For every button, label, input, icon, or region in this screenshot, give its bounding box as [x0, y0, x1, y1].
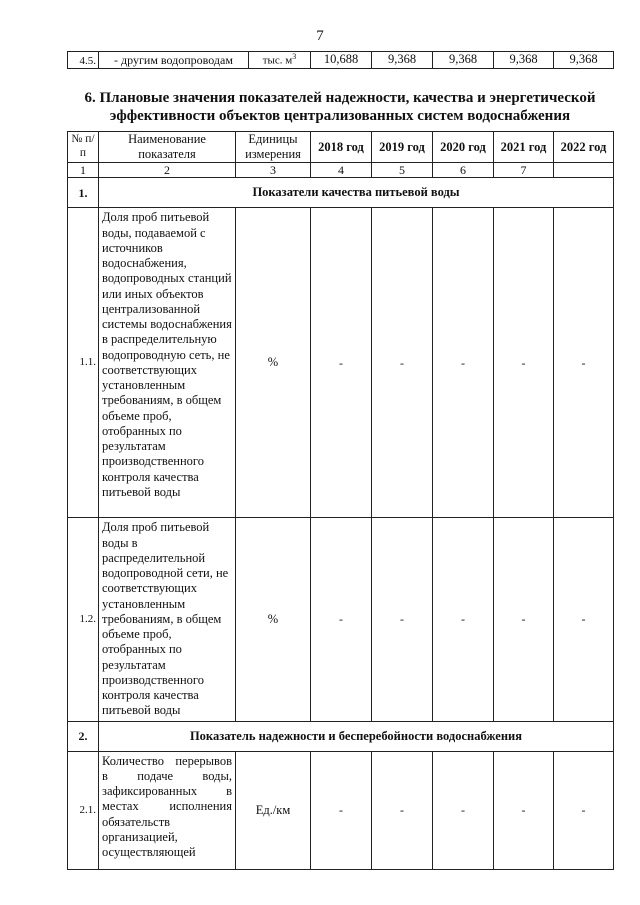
- value-cell: -: [433, 208, 494, 518]
- column-number: 4: [311, 163, 372, 178]
- value-cell: -: [311, 751, 372, 869]
- value-cell: -: [372, 751, 433, 869]
- section-row: [68, 178, 614, 208]
- value-cell: 9,368: [372, 52, 433, 69]
- column-number: 7: [494, 163, 554, 178]
- unit-cell: тыс. $м^3$: [249, 52, 311, 69]
- section-num: 1.: [68, 178, 99, 208]
- value-cell: -: [494, 518, 554, 721]
- value-cell: -: [372, 518, 433, 721]
- section-num: 2.: [68, 721, 99, 751]
- value-cell: 9,368: [494, 52, 554, 69]
- table-row: [68, 518, 614, 721]
- header-unit: Единицы измерения: [236, 132, 311, 163]
- unit-cell: %: [236, 208, 311, 518]
- value-cell: 10,688: [311, 52, 372, 69]
- table-row: [68, 52, 614, 69]
- value-cell: 9,368: [554, 52, 614, 69]
- section-heading: 6. Плановые значения показателей надежности, качества и энергетической эффективности объектов централизованных систем водоснабжения: [84, 90, 596, 124]
- column-number: [554, 163, 614, 178]
- column-number: 1: [68, 163, 99, 178]
- value-cell: -: [311, 208, 372, 518]
- column-number: 2: [99, 163, 236, 178]
- header-year: 2022 год: [554, 132, 614, 163]
- column-number: 3: [236, 163, 311, 178]
- value-cell: -: [554, 208, 614, 518]
- value-cell: -: [494, 751, 554, 869]
- row-number: 4.5.: [68, 52, 99, 69]
- value-cell: -: [311, 518, 372, 721]
- header-year: 2019 год: [372, 132, 433, 163]
- indicators-table: [67, 131, 614, 870]
- value-cell: -: [554, 751, 614, 869]
- value-cell: -: [494, 208, 554, 518]
- page-number: 7: [316, 28, 324, 44]
- column-number: 5: [372, 163, 433, 178]
- indicator-name: Количество перерывов в подаче воды, зафиксированных в местах исполнения обязательств организацией, осуществляющей: [99, 751, 236, 869]
- header-name: Наименование показателя: [99, 132, 236, 163]
- row-number: 1.1.: [68, 208, 99, 518]
- indicator-name: Доля проб питьевой воды, подаваемой с источников водоснабжения, водопроводных станций или иных объектов централизованной системы водоснабжения в распределительную водопроводную сеть, не соответствующих установленным требованиям, в общем объеме проб, отобранных по результатам производственного контроля качества питьевой воды: [99, 208, 236, 518]
- column-number: 6: [433, 163, 494, 178]
- header-year: 2018 год: [311, 132, 372, 163]
- indicator-name: - другим водопроводам: [99, 52, 249, 69]
- column-number-row: [68, 163, 614, 178]
- value-cell: -: [554, 518, 614, 721]
- value-cell: -: [433, 751, 494, 869]
- value-cell: 9,368: [433, 52, 494, 69]
- continued-table: [67, 51, 614, 69]
- section-title: Показатель надежности и бесперебойности водоснабжения: [99, 721, 614, 751]
- header-row: [68, 132, 614, 163]
- header-num: № п/п: [68, 132, 99, 163]
- unit-cell: %: [236, 518, 311, 721]
- row-number: 1.2.: [68, 518, 99, 721]
- section-row: [68, 721, 614, 751]
- header-year: 2020 год: [433, 132, 494, 163]
- value-cell: -: [433, 518, 494, 721]
- table-row: [68, 208, 614, 518]
- indicator-name: Доля проб питьевой воды в распределительной водопроводной сети, не соответствующих установленным требованиям, в общем объеме проб, отобранных по результатам производственного контроля качества питьевой воды: [99, 518, 236, 721]
- section-title: Показатели качества питьевой воды: [99, 178, 614, 208]
- value-cell: -: [372, 208, 433, 518]
- header-year: 2021 год: [494, 132, 554, 163]
- row-number: 2.1.: [68, 751, 99, 869]
- table-row: [68, 751, 614, 869]
- unit-cell: Ед./км: [236, 751, 311, 869]
